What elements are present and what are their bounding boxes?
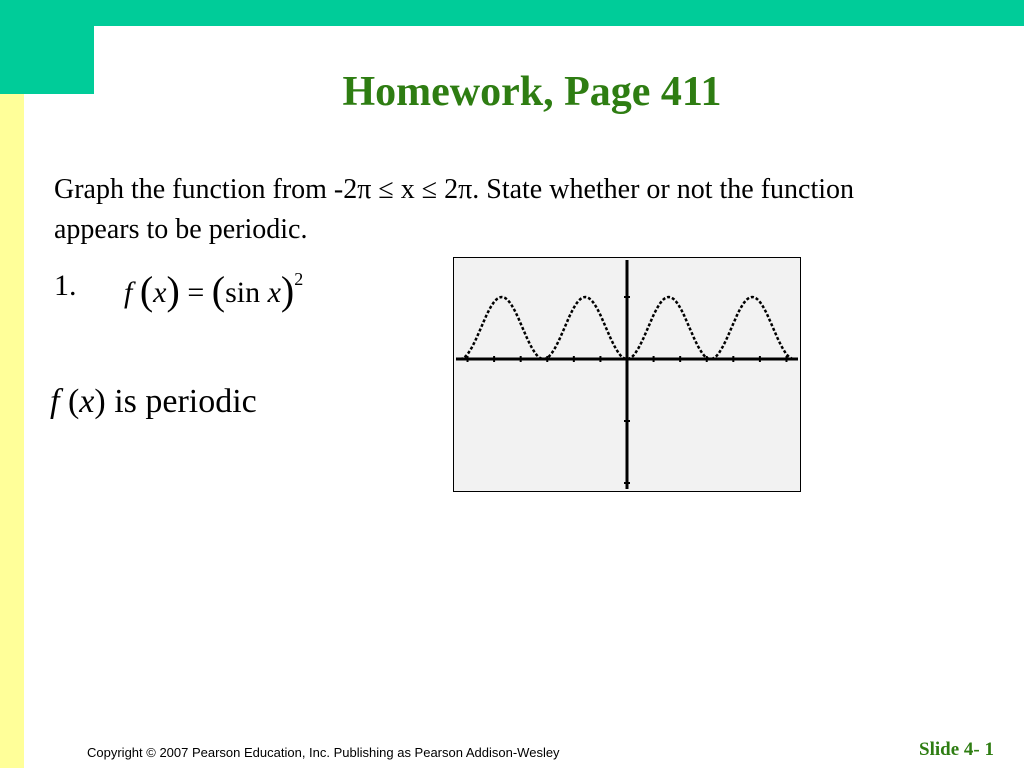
formula-close-paren: ) bbox=[166, 268, 180, 313]
answer-text bbox=[50, 380, 257, 424]
problem-number: 1. bbox=[54, 269, 77, 302]
calculator-graph bbox=[453, 257, 801, 492]
copyright-notice: Copyright © 2007 Pearson Education, Inc. Publishing as Pearson Addison-Wesley bbox=[87, 745, 560, 760]
formula-x-2: x bbox=[267, 276, 281, 309]
formula-sin: sin bbox=[225, 276, 261, 309]
instructions-text: Graph the function from -2π ≤ x ≤ 2π. State whether or not the function appears to be periodic. bbox=[54, 174, 855, 245]
formula-exponent: 2 bbox=[294, 269, 304, 289]
formula-x: x bbox=[153, 276, 167, 309]
answer-f: f bbox=[50, 383, 60, 420]
top-accent-bar bbox=[0, 0, 1024, 26]
graph-canvas bbox=[454, 258, 800, 491]
answer-x: x bbox=[79, 383, 95, 420]
slide-title: Homework, Page 411 bbox=[342, 69, 722, 115]
answer-close-paren: ) bbox=[94, 383, 106, 420]
answer-open-paren: ( bbox=[67, 383, 80, 420]
formula-equals: = bbox=[187, 276, 205, 309]
slide-number: Slide 4- 1 bbox=[919, 739, 994, 760]
formula-open-paren: ( bbox=[139, 268, 154, 313]
formula-open-paren-2: ( bbox=[211, 268, 226, 313]
function-formula bbox=[124, 262, 303, 316]
formula-close-paren-2: ) bbox=[280, 268, 295, 313]
formula-f: f bbox=[124, 276, 133, 309]
answer-statement: is periodic bbox=[105, 383, 257, 420]
side-accent-bar bbox=[0, 94, 24, 768]
